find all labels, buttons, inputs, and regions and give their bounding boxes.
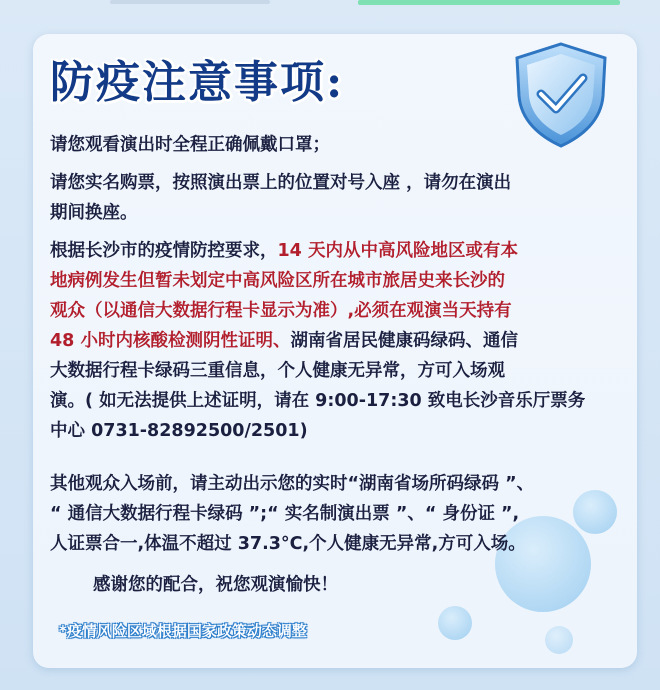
requirement-text: 演。( 如无法提供上述证明，请在 9:00-17:30 致电长沙音乐厅票务: [50, 391, 586, 411]
requirement-highlight: 48 小时内核酸检测阴性证明、: [50, 331, 291, 351]
entry-line: “ 通信大数据行程卡绿码 ”;“ 实名制演出票 ”、“ 身份证 ”,: [50, 504, 520, 524]
requirement-highlight: 14 天内从中高风险地区或有本: [277, 241, 518, 261]
requirement-text: 根据长沙市的疫情防控要求，: [50, 241, 278, 261]
requirement-text: 中心 0731-82892500/2501): [50, 421, 308, 441]
requirement-text: 大数据行程卡绿码三重信息，个人健康无异常，方可入场观: [50, 361, 505, 381]
entry-line: 其他观众入场前，请主动出示您的实时“湖南省场所码绿码 ”、: [50, 474, 535, 494]
top-bar-segment: [358, 0, 620, 5]
decorative-bubble: [545, 626, 573, 654]
policy-footnote: *疫情风险区域根据国家政策动态调整: [59, 622, 307, 640]
top-bar-segment: [110, 0, 270, 4]
decorative-bubble: [438, 606, 472, 640]
thanks-message: 感谢您的配合，祝您观演愉快！: [93, 575, 338, 595]
seat-notice: [50, 168, 620, 228]
entry-requirement: [50, 469, 620, 559]
epidemic-requirement: [50, 236, 620, 446]
mask-notice: 请您观看演出时全程正确佩戴口罩；: [50, 135, 330, 155]
seat-notice-line: 请您实名购票，按照演出票上的位置对号入座 ，请勿在演出: [50, 173, 512, 193]
page-title: 防疫注意事项:: [50, 57, 345, 108]
requirement-highlight: 地病例发生但暂未划定中高风险区所在城市旅居史来长沙的: [50, 271, 505, 291]
requirement-text: 湖南省居民健康码绿码、通信: [290, 331, 518, 351]
requirement-highlight: 观众（以通信大数据行程卡显示为准）,必须在观演当天持有: [50, 301, 512, 321]
top-decoration: [0, 0, 660, 14]
entry-line: 人证票合一,体温不超过 37.3°C,个人健康无异常,方可入场。: [50, 534, 526, 554]
seat-notice-line: 期间换座。: [50, 203, 138, 223]
